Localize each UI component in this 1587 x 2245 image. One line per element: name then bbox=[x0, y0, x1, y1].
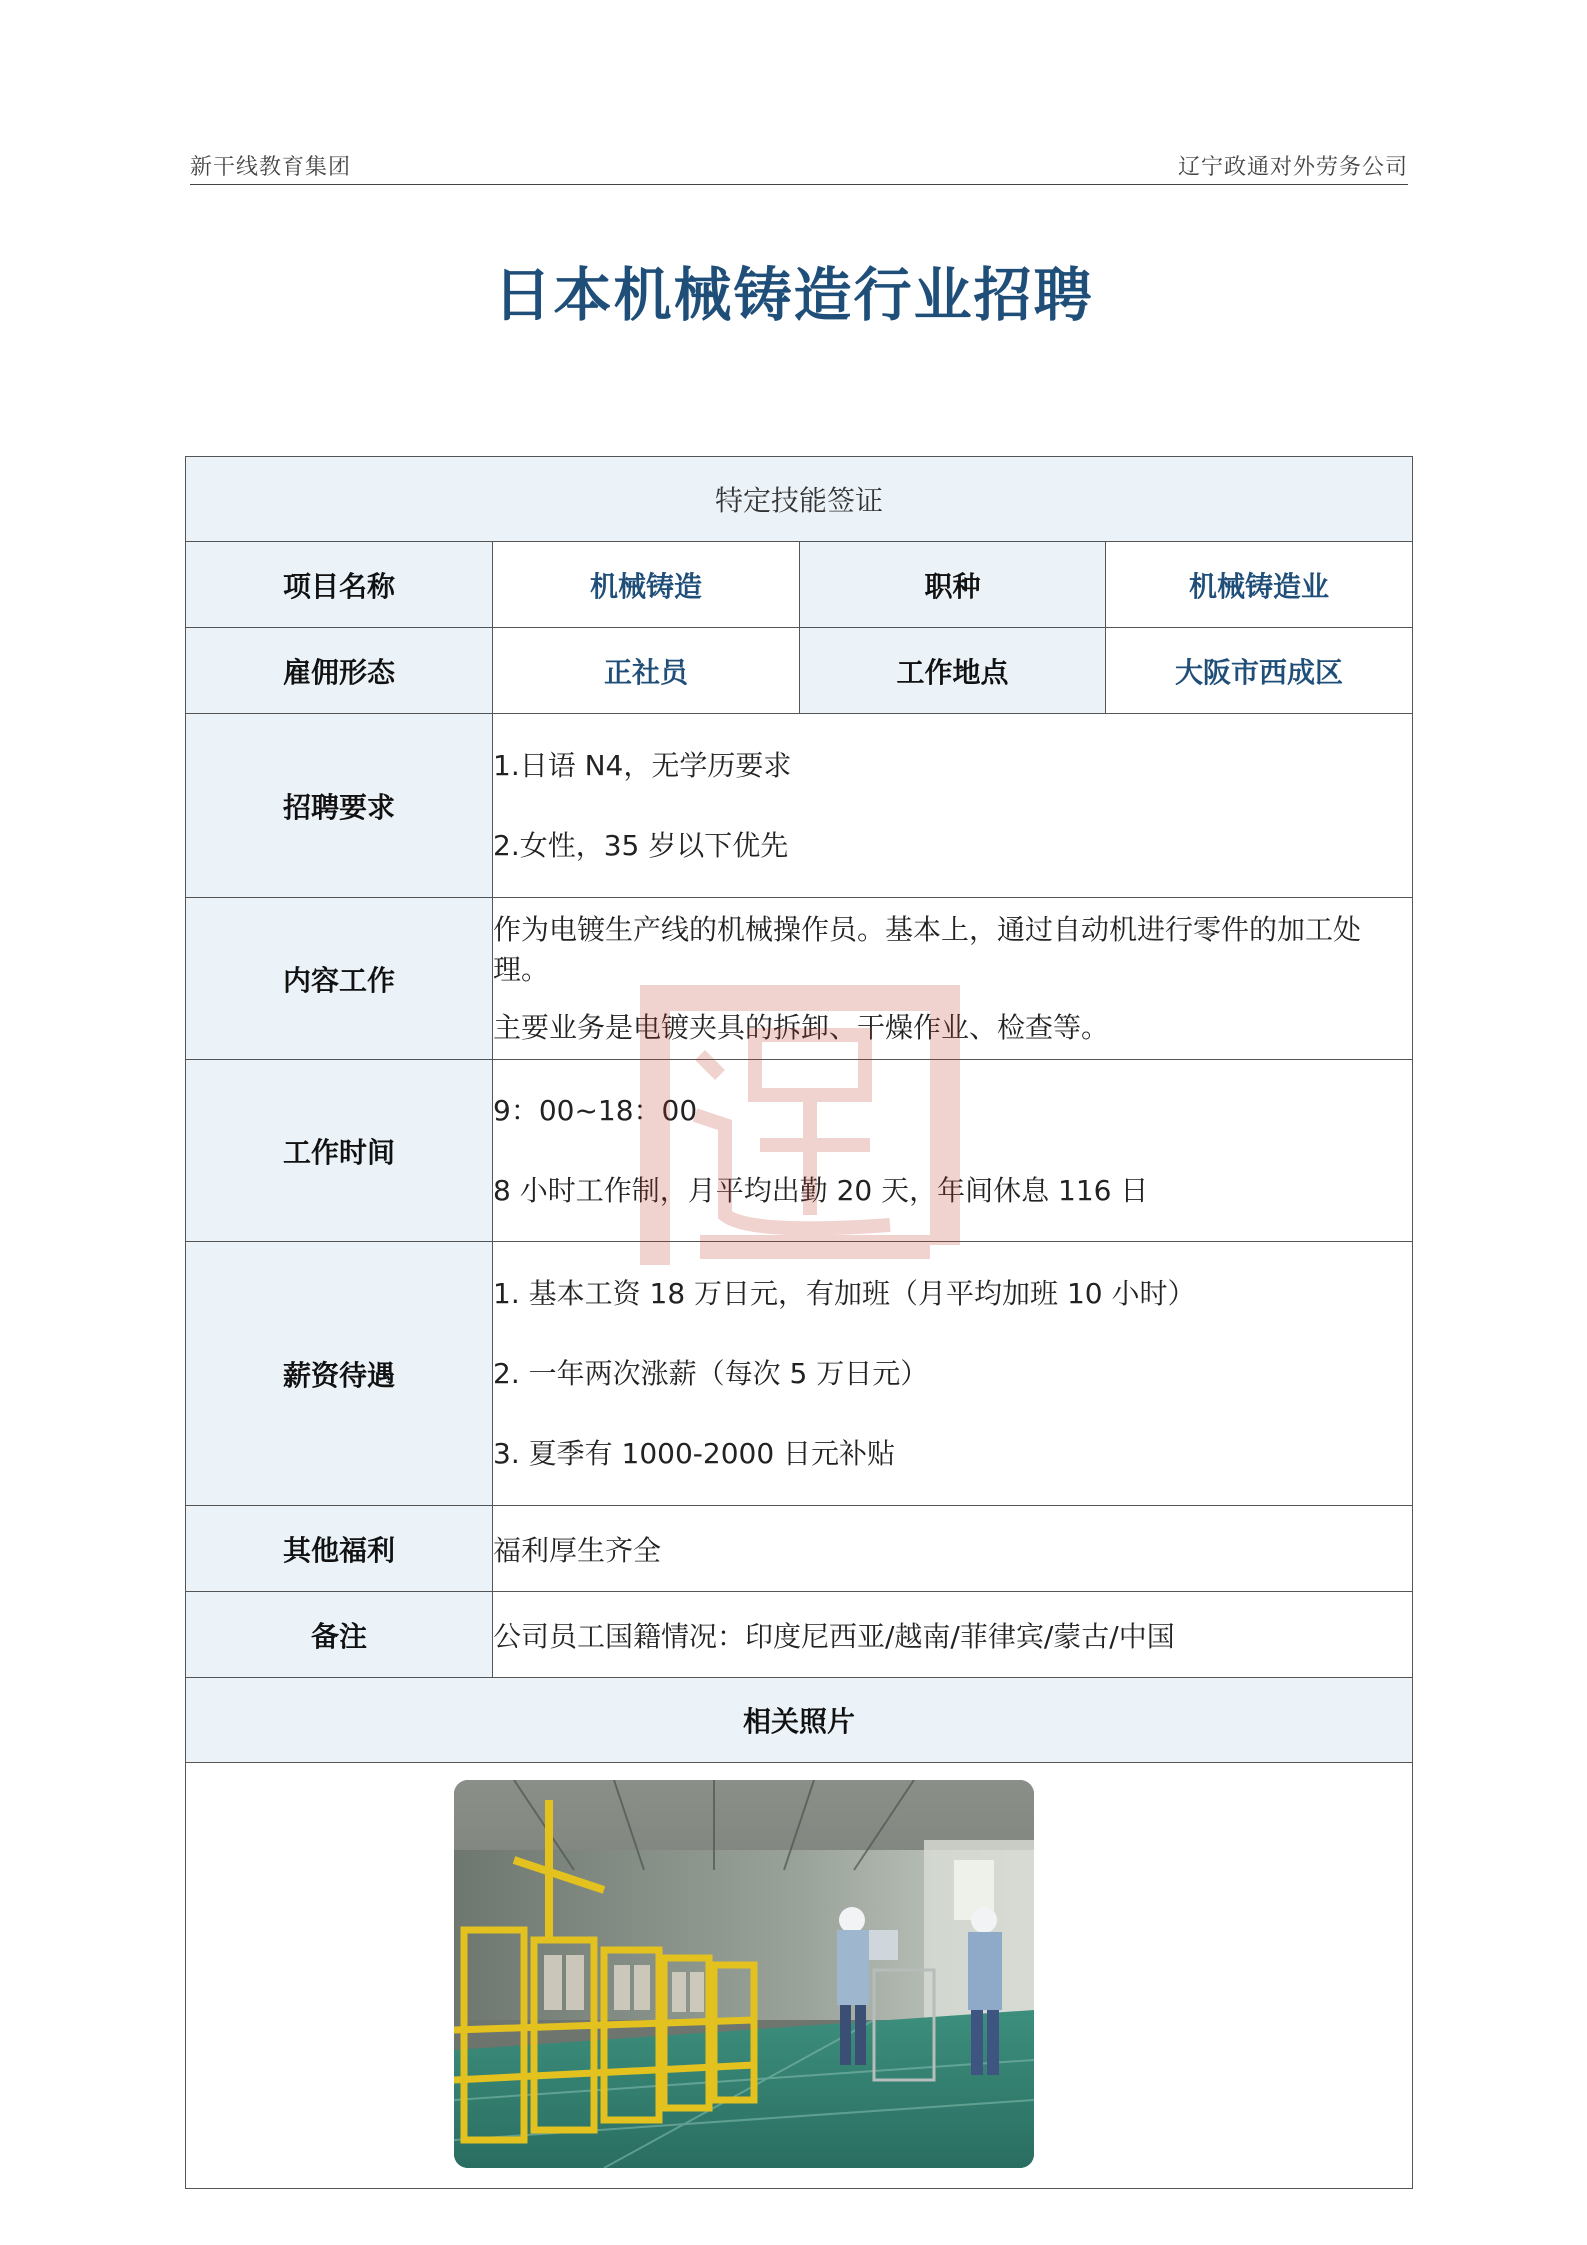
job-details-table bbox=[185, 456, 1413, 2189]
table-row bbox=[186, 1242, 1413, 1506]
requirement-item: 1.日语 N4，无学历要求 bbox=[493, 748, 792, 782]
table-row bbox=[186, 1592, 1413, 1678]
salary-item: 3. 夏季有 1000-2000 日元补贴 bbox=[493, 1436, 896, 1470]
employment-value: 正社员 bbox=[493, 628, 800, 714]
salary-item: 1. 基本工资 18 万日元，有加班（月平均加班 10 小时） bbox=[493, 1276, 1196, 1310]
requirements-value bbox=[493, 714, 1413, 898]
salary-label: 薪资待遇 bbox=[186, 1242, 493, 1506]
table-row bbox=[186, 628, 1413, 714]
job-label: 职种 bbox=[800, 542, 1106, 628]
visa-row bbox=[186, 457, 1413, 542]
location-value: 大阪市西成区 bbox=[1106, 628, 1413, 714]
employment-label: 雇佣形态 bbox=[186, 628, 493, 714]
visa-section-title: 特定技能签证 bbox=[186, 457, 1413, 542]
salary-value bbox=[493, 1242, 1413, 1506]
remarks-label: 备注 bbox=[186, 1592, 493, 1678]
table-row bbox=[186, 1060, 1413, 1242]
job-value: 机械铸造业 bbox=[1106, 542, 1413, 628]
photos-label: 相关照片 bbox=[186, 1678, 1413, 1763]
remarks-value: 公司员工国籍情况：印度尼西亚/越南/菲律宾/蒙古/中国 bbox=[493, 1592, 1413, 1678]
welfare-value: 福利厚生齐全 bbox=[493, 1506, 1413, 1592]
page-header bbox=[190, 148, 1408, 185]
header-left-text: 新干线教育集团 bbox=[190, 155, 352, 180]
project-value: 机械铸造 bbox=[493, 542, 800, 628]
photos-header-row bbox=[186, 1678, 1413, 1763]
factory-photo bbox=[454, 1780, 1034, 2168]
requirement-item: 2.女性，35 岁以下优先 bbox=[493, 828, 789, 862]
hours-value bbox=[493, 1060, 1413, 1242]
hours-line: 8 小时工作制，月平均出勤 20 天，年间休息 116 日 bbox=[493, 1173, 1149, 1207]
salary-item: 2. 一年两次涨薪（每次 5 万日元） bbox=[493, 1356, 929, 1390]
photo-cell bbox=[186, 1763, 1413, 2189]
requirements-label: 招聘要求 bbox=[186, 714, 493, 898]
content-line: 主要业务是电镀夹具的拆卸、干燥作业、检查等。 bbox=[493, 1010, 1110, 1044]
content-line: 作为电镀生产线的机械操作员。基本上，通过自动机进行零件的加工处理。 bbox=[493, 912, 1362, 986]
content-label: 内容工作 bbox=[186, 898, 493, 1060]
table-row bbox=[186, 1506, 1413, 1592]
hours-label: 工作时间 bbox=[186, 1060, 493, 1242]
table-row bbox=[186, 714, 1413, 898]
welfare-label: 其他福利 bbox=[186, 1506, 493, 1592]
content-value bbox=[493, 898, 1413, 1060]
photos-row bbox=[186, 1763, 1413, 2189]
table-row bbox=[186, 542, 1413, 628]
location-label: 工作地点 bbox=[800, 628, 1106, 714]
header-right-text: 辽宁政通对外劳务公司 bbox=[1177, 155, 1408, 180]
page-title: 日本机械铸造行业招聘 bbox=[493, 261, 1094, 329]
project-label: 项目名称 bbox=[186, 542, 493, 628]
table-row bbox=[186, 898, 1413, 1060]
hours-line: 9：00~18：00 bbox=[493, 1093, 698, 1127]
